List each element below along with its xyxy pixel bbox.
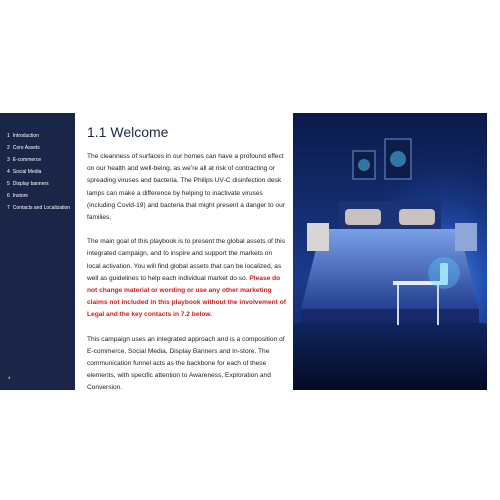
toc-item-core-assets[interactable] xyxy=(7,142,70,154)
page-title: 1.1 Welcome xyxy=(87,124,169,140)
toc-item-e-commerce[interactable] xyxy=(7,154,70,166)
page-number: 4 xyxy=(8,375,11,380)
legal-warning: Please do not change material or wording or use any other marketing claims not included in this playbook without the involvement of Legal and the key contacts in 7.2 below. xyxy=(87,274,286,319)
toc-item-social-media[interactable] xyxy=(7,166,70,178)
toc-number: 5 xyxy=(7,181,10,187)
intro-paragraph: The cleanness of surfaces in our homes can have a profound effect on our health and well-being, as we’re all at risk of contracting or spreading viruses and bacteria. The Philips UV-C disinfection desk lamps can make a difference by helping to inactivate viruses (including Covid-19) and bacteria that might present a danger to our families. xyxy=(87,153,285,222)
toc-number: 6 xyxy=(7,193,10,199)
bedroom-uv-lamp-photo xyxy=(293,113,487,390)
toc-label: Social Media xyxy=(12,169,42,175)
toc-number: 1 xyxy=(7,133,10,139)
toc-number: 7 xyxy=(7,205,10,211)
toc-label: Introduction xyxy=(12,133,39,139)
toc-item-instore[interactable] xyxy=(7,190,70,202)
toc-nav xyxy=(7,130,70,214)
approach-paragraph: This campaign uses an integrated approach and is a composition of E-commerce, Social Media, Display Banners and In-store. The communication funnel acts as the backbone for each of these elements, with specific attention to Awareness, Exploration and Conversion. xyxy=(87,335,285,392)
toc-item-display-banners[interactable] xyxy=(7,178,70,190)
toc-label: Instore xyxy=(12,193,29,199)
toc-label: E-commerce xyxy=(12,157,42,163)
toc-number: 3 xyxy=(7,157,10,163)
toc-number: 4 xyxy=(7,169,10,175)
goal-text: The main goal of this playbook is to present the global assets of this integrated campaign, and to inspire and support the markets on local activation. You will find global assets that can be localized, as well as guidelines to help each individual market do so. xyxy=(87,238,285,282)
sidebar xyxy=(0,113,75,390)
toc-label: Core Assets xyxy=(12,145,40,151)
toc-label: Contacts and Localization xyxy=(12,205,71,211)
toc-number: 2 xyxy=(7,145,10,151)
goal-paragraph xyxy=(87,236,287,321)
toc-item-contacts[interactable] xyxy=(7,202,70,214)
main-content xyxy=(87,124,287,407)
toc-label: Display banners xyxy=(12,181,49,187)
toc-item-introduction[interactable] xyxy=(7,130,70,142)
